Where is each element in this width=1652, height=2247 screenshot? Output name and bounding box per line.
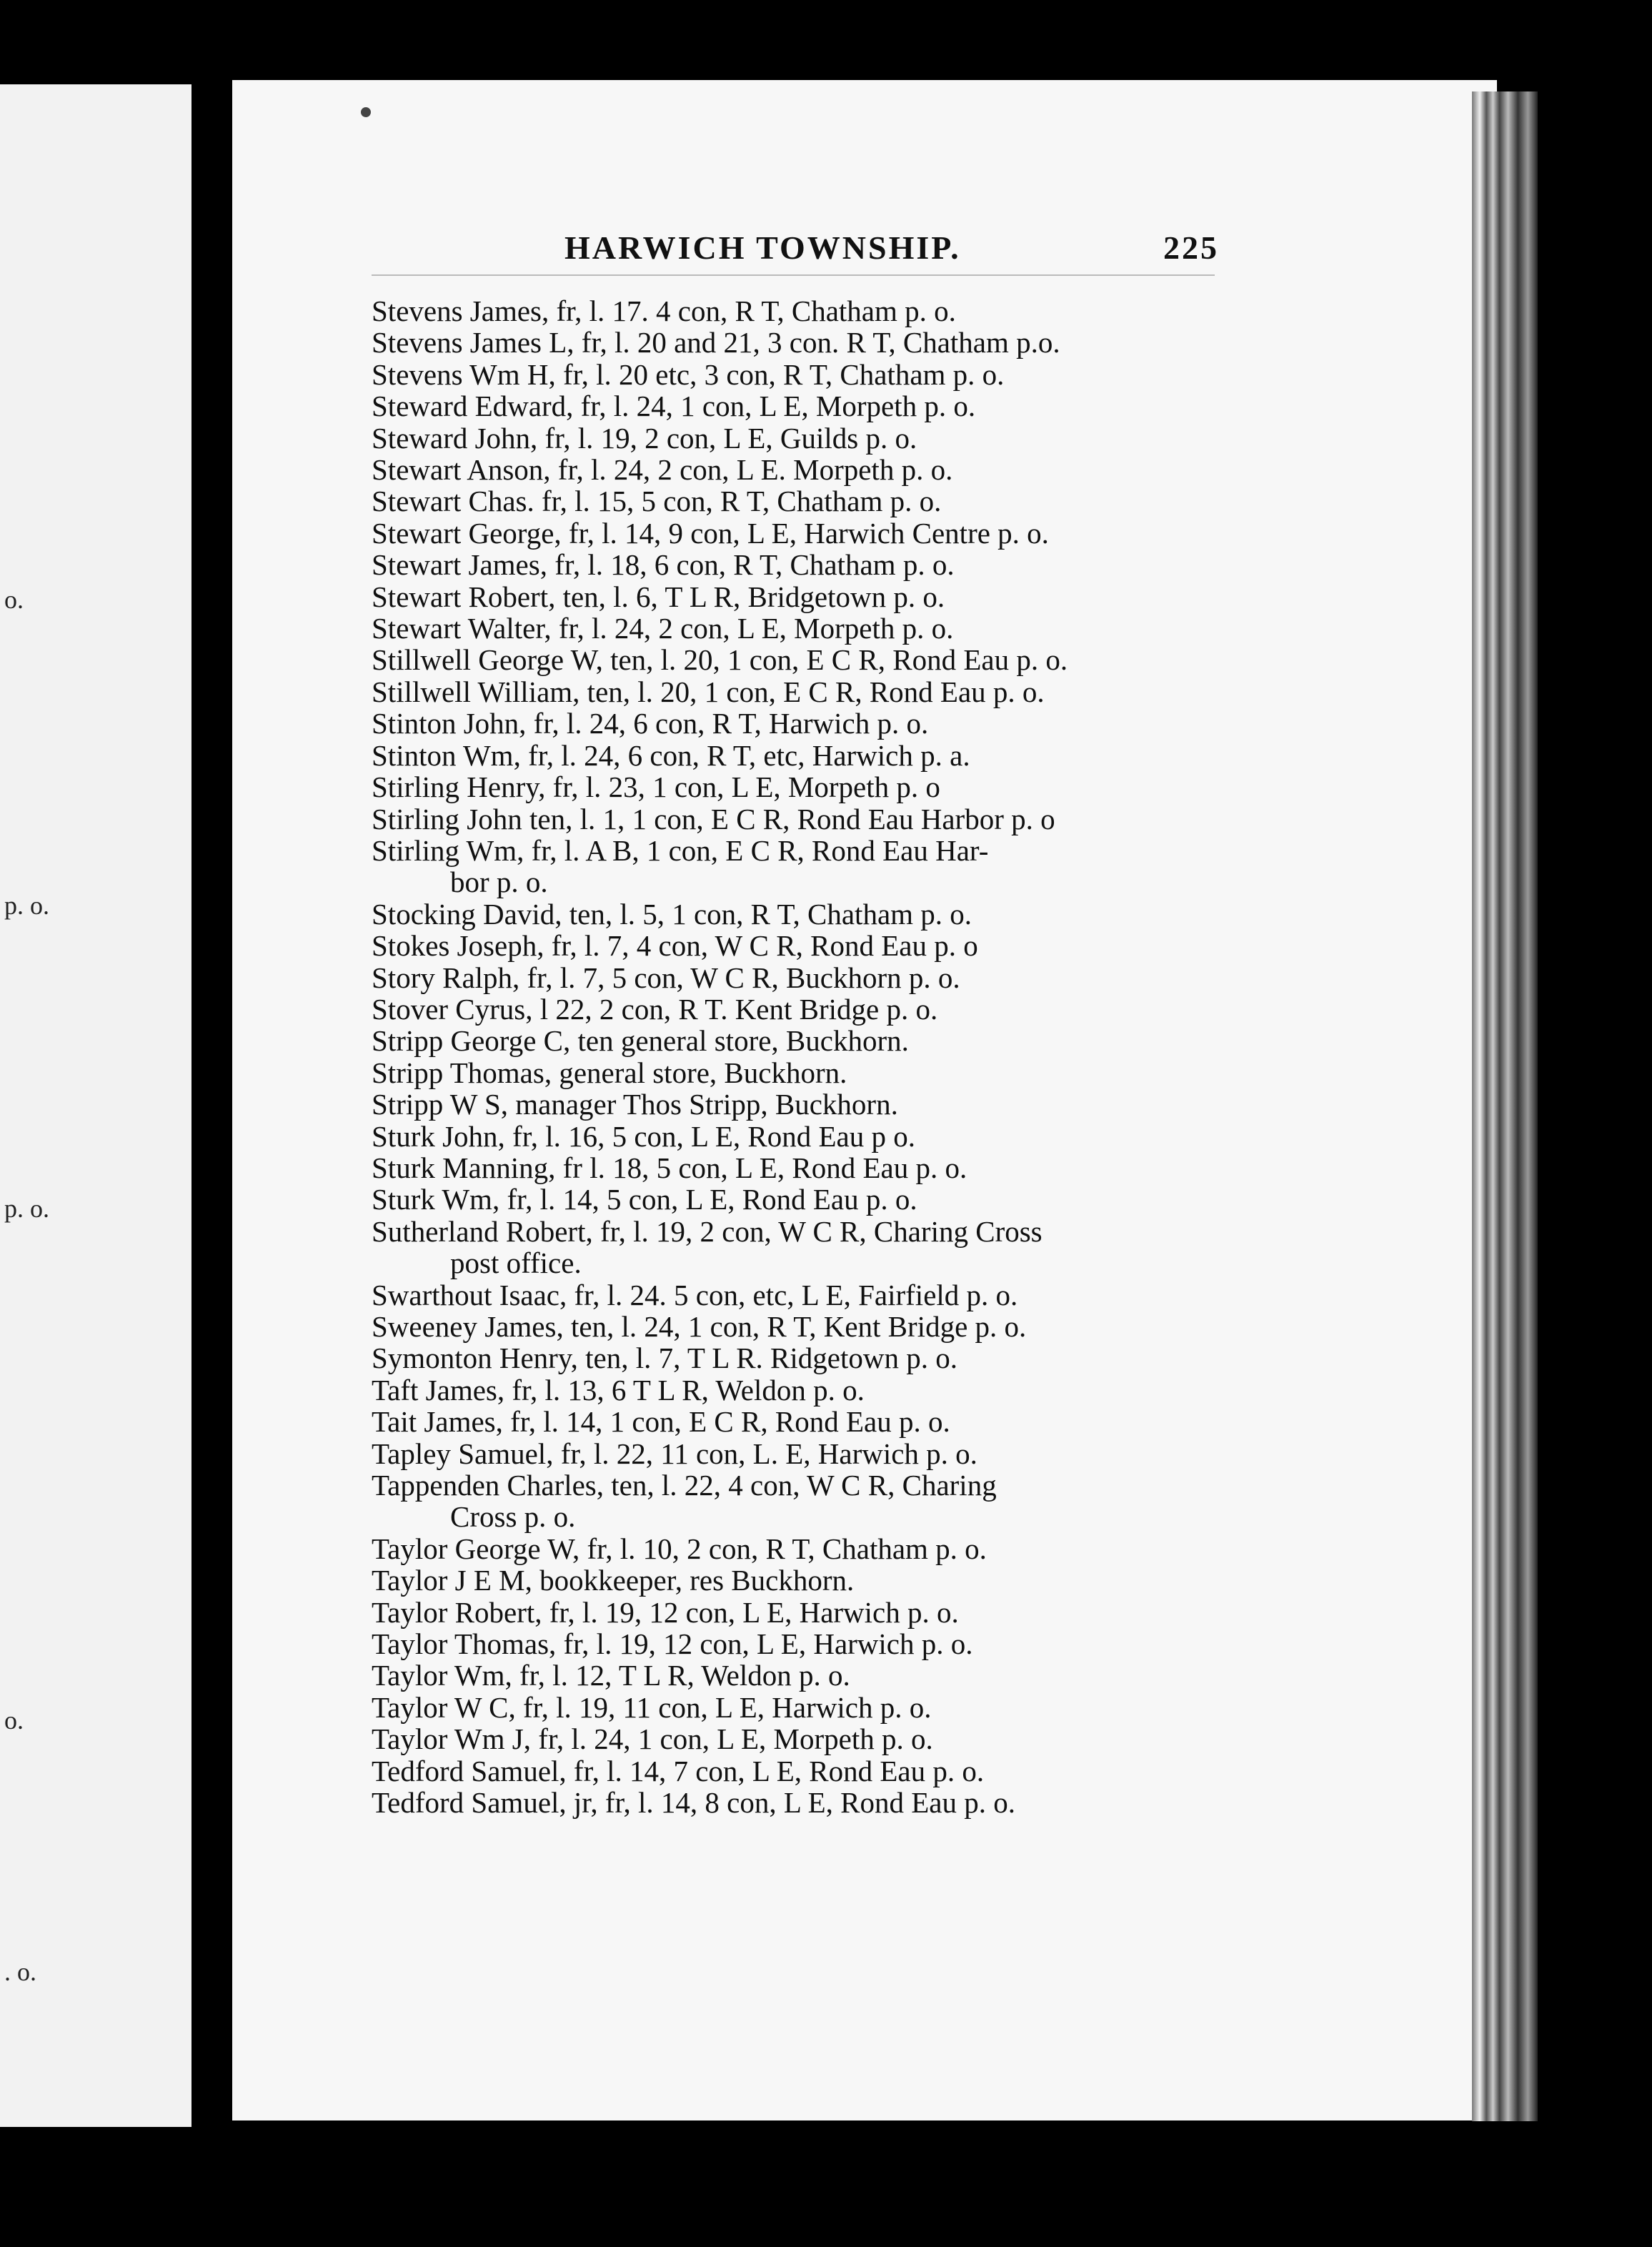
previous-page-fragment: o. (4, 585, 24, 614)
directory-entry: Stripp Thomas, general store, Buckhorn. (372, 1056, 847, 1089)
directory-entry: Stirling Wm, fr, l. A B, 1 con, E C R, Rond Eau Har- (372, 833, 989, 867)
directory-entry: Sweeney James, ten, l. 24, 1 con, R T, Kent Bridge p. o. (372, 1310, 1027, 1343)
previous-page (0, 84, 191, 2127)
directory-entry: Taylor George W, fr, l. 10, 2 con, R T, Chatham p. o. (372, 1532, 987, 1565)
directory-entry: Stewart Chas. fr, l. 15, 5 con, R T, Chatham p. o. (372, 485, 942, 518)
directory-entry: Stokes Joseph, fr, l. 7, 4 con, W C R, Rond Eau p. o (372, 929, 978, 963)
directory-entry: Steward John, fr, l. 19, 2 con, L E, Guilds p. o. (372, 421, 917, 455)
directory-entry: Stillwell George W, ten, l. 20, 1 con, E C R, Rond Eau p. o. (372, 643, 1068, 677)
directory-entry-continuation: Cross p. o. (450, 1500, 576, 1534)
previous-page-fragment: o. (4, 1706, 24, 1735)
directory-entry: Stirling Henry, fr, l. 23, 1 con, L E, Morpeth p. o (372, 770, 940, 804)
directory-entry: Sturk Manning, fr l. 18, 5 con, L E, Rond Eau p. o. (372, 1151, 967, 1184)
directory-entry: Tedford Samuel, jr, fr, l. 14, 8 con, L E, Rond Eau p. o. (372, 1786, 1015, 1820)
directory-entry: Stewart James, fr, l. 18, 6 con, R T, Chatham p. o. (372, 548, 955, 582)
directory-entry: Stillwell William, ten, l. 20, 1 con, E C R, Rond Eau p. o. (372, 675, 1045, 708)
directory-entry: Tait James, fr, l. 14, 1 con, E C R, Rond Eau p. o. (372, 1405, 950, 1439)
directory-entry: Taft James, fr, l. 13, 6 T L R, Weldon p. o. (372, 1373, 865, 1407)
directory-entry: Stewart Robert, ten, l. 6, T L R, Bridgetown p. o. (372, 580, 945, 613)
directory-entry: Taylor J E M, bookkeeper, res Buckhorn. (372, 1564, 855, 1597)
directory-entry: Taylor W C, fr, l. 19, 11 con, L E, Harwich p. o. (372, 1690, 932, 1724)
previous-page-fragment: p. o. (4, 891, 49, 920)
header-rule (372, 274, 1215, 276)
page-title: HARWICH TOWNSHIP. (564, 229, 961, 266)
directory-entry: Tedford Samuel, fr, l. 14, 7 con, L E, Rond Eau p. o. (372, 1754, 985, 1787)
directory-entry: Stewart George, fr, l. 14, 9 con, L E, Harwich Centre p. o. (372, 516, 1049, 550)
directory-entry-continuation: bor p. o. (450, 865, 548, 899)
directory-entry: Story Ralph, fr, l. 7, 5 con, W C R, Buckhorn p. o. (372, 961, 960, 994)
directory-entry: Stinton Wm, fr, l. 24, 6 con, R T, etc, Harwich p. a. (372, 738, 970, 772)
directory-entry: Stevens Wm H, fr, l. 20 etc, 3 con, R T, Chatham p. o. (372, 357, 1005, 391)
directory-entry: Taylor Wm J, fr, l. 24, 1 con, L E, Morpeth p. o. (372, 1722, 933, 1756)
directory-entry: Stewart Anson, fr, l. 24, 2 con, L E. Morpeth p. o. (372, 453, 953, 487)
directory-entry: Taylor Thomas, fr, l. 19, 12 con, L E, Harwich p. o. (372, 1627, 973, 1661)
directory-entry: Tappenden Charles, ten, l. 22, 4 con, W C R, Charing (372, 1469, 997, 1502)
directory-entry-continuation: post office. (450, 1246, 582, 1280)
book-page-edges (1472, 91, 1538, 2121)
directory-entry: Stewart Walter, fr, l. 24, 2 con, L E, Morpeth p. o. (372, 612, 954, 645)
directory-entry: Stripp George C, ten general store, Buckhorn. (372, 1024, 909, 1058)
directory-entry: Sturk Wm, fr, l. 14, 5 con, L E, Rond Eau p. o. (372, 1183, 917, 1216)
previous-page-fragment: p. o. (4, 1194, 49, 1223)
directory-entry: Sutherland Robert, fr, l. 19, 2 con, W C R, Charing Cross (372, 1214, 1043, 1248)
directory-entry: Sturk John, fr, l. 16, 5 con, L E, Rond Eau p o. (372, 1119, 915, 1153)
directory-entry: Taylor Wm, fr, l. 12, T L R, Weldon p. o. (372, 1659, 850, 1692)
previous-page-fragment: . o. (4, 1958, 36, 1986)
directory-entry: Stripp W S, manager Thos Stripp, Buckhorn. (372, 1088, 898, 1121)
page-number: 225 (1163, 229, 1219, 266)
directory-entry: Stirling John ten, l. 1, 1 con, E C R, Rond Eau Harbor p. o (372, 802, 1055, 835)
directory-entry: Stinton John, fr, l. 24, 6 con, R T, Harwich p. o. (372, 707, 929, 740)
directory-entry: Stevens James L, fr, l. 20 and 21, 3 con. R T, Chatham p.o. (372, 326, 1060, 359)
directory-entry: Symonton Henry, ten, l. 7, T L R. Ridgetown p. o. (372, 1341, 957, 1375)
directory-entry: Steward Edward, fr, l. 24, 1 con, L E, Morpeth p. o. (372, 390, 976, 423)
directory-entry: Swarthout Isaac, fr, l. 24. 5 con, etc, L E, Fairfield p. o. (372, 1278, 1018, 1311)
directory-entry: Stevens James, fr, l. 17. 4 con, R T, Chatham p. o. (372, 294, 956, 327)
scan-speck (361, 107, 371, 117)
directory-entry: Stover Cyrus, l 22, 2 con, R T. Kent Bridge p. o. (372, 992, 938, 1026)
directory-entry: Taylor Robert, fr, l. 19, 12 con, L E, Harwich p. o. (372, 1595, 959, 1629)
directory-entries (372, 295, 1265, 1819)
directory-entry: Tapley Samuel, fr, l. 22, 11 con, L. E, Harwich p. o. (372, 1437, 977, 1470)
directory-entry: Stocking David, ten, l. 5, 1 con, R T, Chatham p. o. (372, 897, 972, 931)
